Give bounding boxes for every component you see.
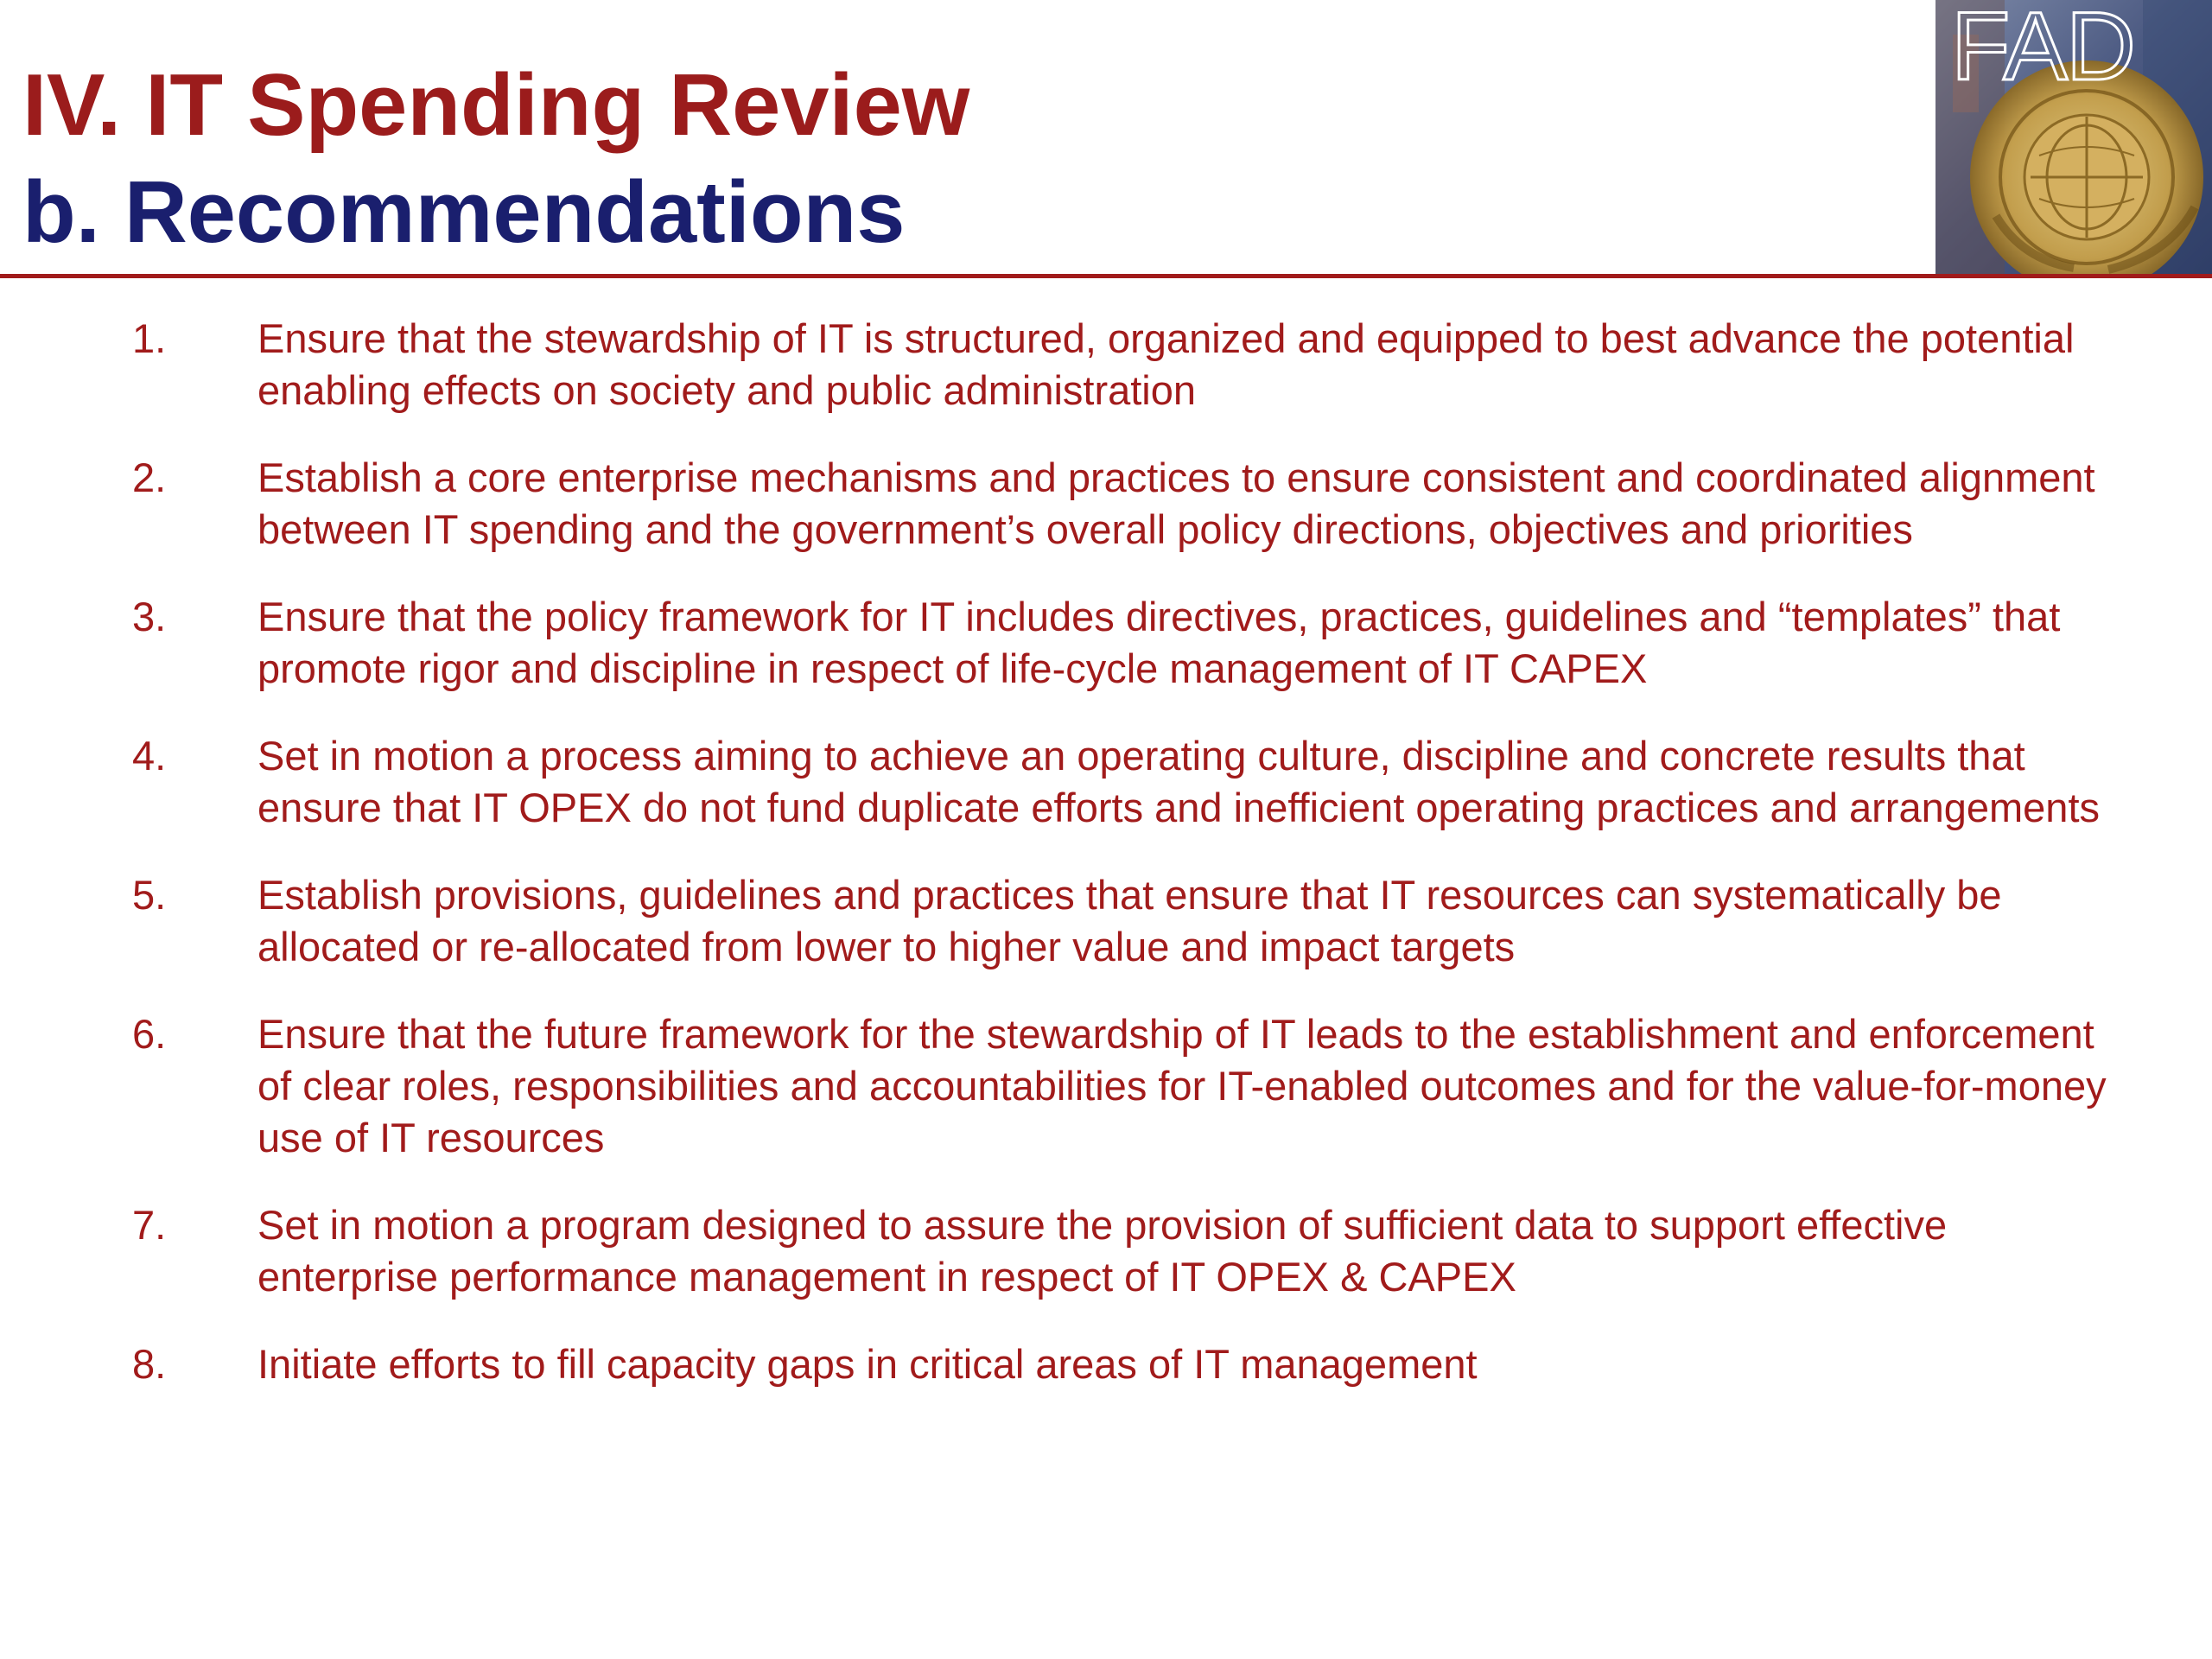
item-number: 4. [132, 733, 167, 779]
title-divider [0, 274, 2212, 278]
list-item [0, 313, 2212, 416]
item-text: Ensure that the policy framework for IT includes directives, practices, guidelines and “templates” that promote rigor and discipline in respect of life-cycle management of IT CAPEX [257, 594, 2061, 691]
item-number: 1. [132, 315, 167, 361]
list-item [0, 1338, 2212, 1390]
item-text: Set in motion a program designed to assure the provision of sufficient data to support effective enterprise performance management in respect of IT OPEX & CAPEX [257, 1202, 1948, 1300]
list-item [0, 730, 2212, 834]
item-number: 3. [132, 594, 167, 639]
fad-imf-logo [1936, 0, 2212, 274]
item-text: Ensure that the stewardship of IT is structured, organized and equipped to best advance the potential enabling effects on society and public administration [257, 315, 2075, 413]
recommendations-list [0, 313, 2212, 1426]
slide-subtitle: b. Recommendations [22, 164, 906, 261]
item-text: Ensure that the future framework for the stewardship of IT leads to the establishment and enforcement of clear roles, responsibilities and accountabilities for IT-enabled outcomes and for the value-for-money use of IT resources [257, 1011, 2107, 1160]
item-number: 6. [132, 1011, 167, 1057]
list-item [0, 452, 2212, 556]
fad-logo-text: FAD [1951, 0, 2134, 100]
list-item [0, 1008, 2212, 1164]
item-number: 2. [132, 454, 167, 500]
item-number: 8. [132, 1341, 167, 1387]
list-item [0, 1199, 2212, 1303]
item-text: Initiate efforts to fill capacity gaps in critical areas of IT management [257, 1341, 1478, 1387]
item-text: Set in motion a process aiming to achieve an operating culture, discipline and concrete results that ensure that IT OPEX do not fund duplicate efforts and inefficient operating practices and arrangements [257, 733, 2101, 830]
item-text: Establish a core enterprise mechanisms and practices to ensure consistent and coordinated alignment between IT spending and the government’s overall policy directions, objectives and priorities [257, 454, 2095, 552]
list-item [0, 869, 2212, 973]
list-item [0, 591, 2212, 695]
item-number: 5. [132, 872, 167, 918]
slide-title: IV. IT Spending Review [22, 57, 970, 154]
item-text: Establish provisions, guidelines and practices that ensure that IT resources can systematically be allocated or re-allocated from lower to higher value and impact targets [257, 872, 2002, 969]
item-number: 7. [132, 1202, 167, 1248]
